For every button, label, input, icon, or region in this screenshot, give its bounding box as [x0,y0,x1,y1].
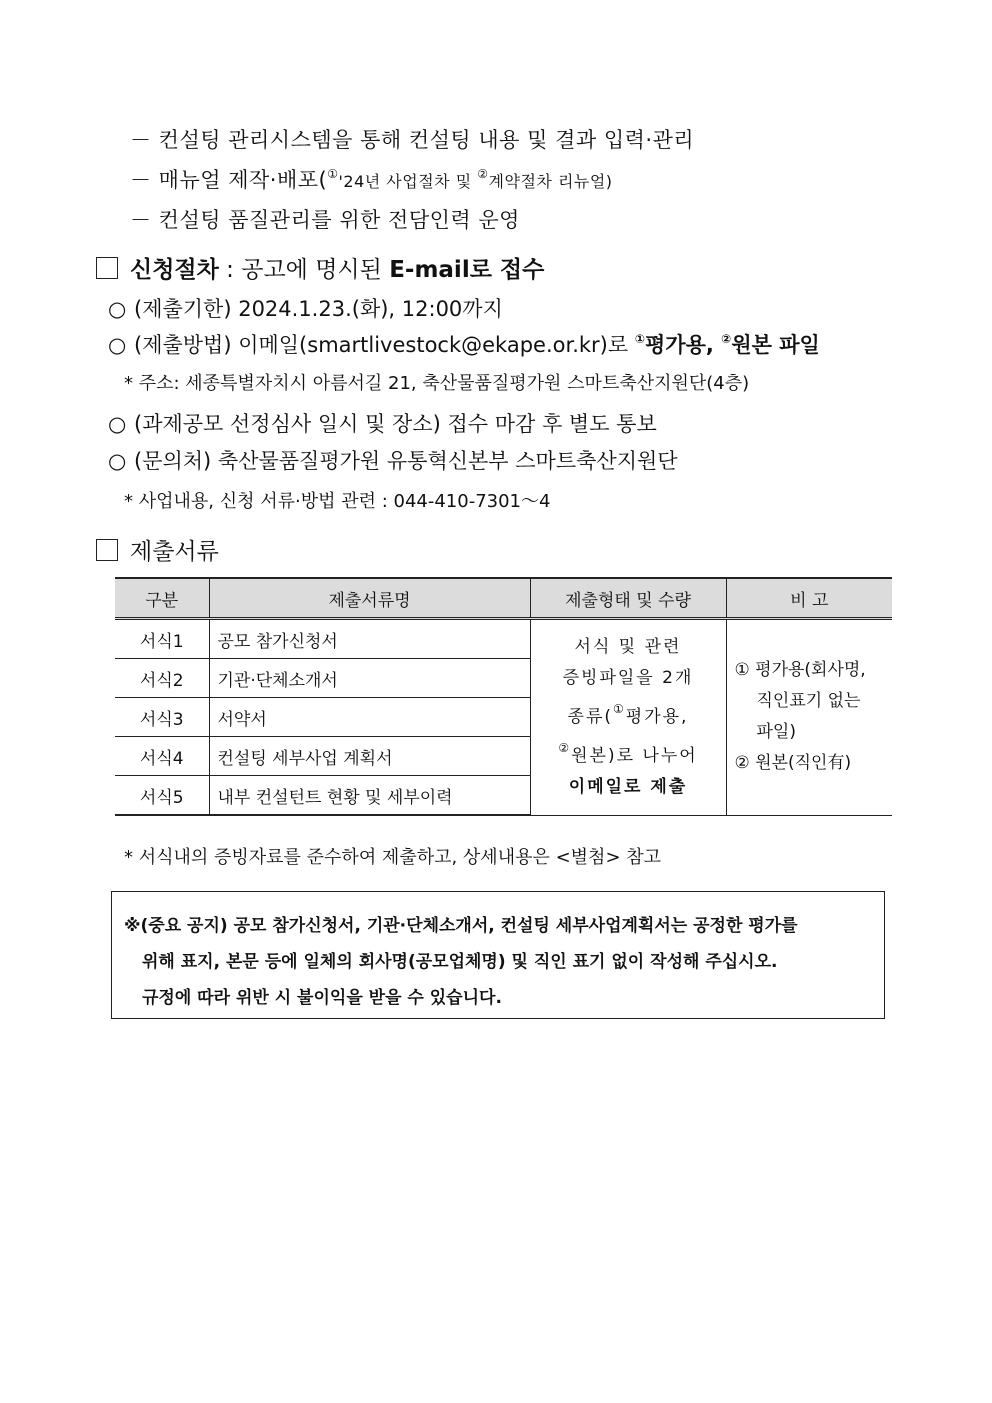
header-document-name: 제출서류명 [209,578,530,619]
item-bold-1: 평가용, [645,333,722,357]
notice-line: 위해 표지, 본문 등에 일체의 회사명(공모업체명) 및 직인 표기 없이 작성해 주십시오. [142,952,778,972]
row-doc-name: 컨설팅 세부사업 계획서 [209,737,530,776]
checkbox-square-icon [96,257,118,279]
circle-bullet-icon: ○ [108,333,127,357]
note-phone: * 사업내용, 신청 서류·방법 관련 : 044-410-7301～4 [124,491,551,512]
notice-line: ※(중요 공지) 공모 참가신청서, 기관·단체소개서, 컨설팅 세부사업계획서는 공정한 평가를 [124,916,798,936]
bullet-quality-staff: － 컨설팅 품질관리를 위한 전담인력 운영 [130,208,520,232]
table-footnote: * 서식내의 증빙자료를 준수하여 제출하고, 상세내용은 <별첨> 참고 [124,847,662,868]
remark-line: 파일) [756,722,796,743]
section-title: 제출서류 [130,539,219,565]
circled-two-marker: ② [477,167,489,181]
section-title: 신청절차 [130,257,219,283]
section-application-procedure [96,251,544,284]
row-code: 서식3 [115,698,209,737]
bullet-manual-pre: － 매뉴얼 제작·배포( [130,168,328,192]
row-code: 서식5 [115,776,209,816]
table-row [115,619,892,659]
circle-bullet-icon: ○ [108,297,127,321]
form-line-bold: 이메일로 제출 [568,776,688,797]
note-address: * 주소: 세종특별자치시 아름서길 21, 축산물품질평가원 스마트축산지원단(4층) [124,373,750,394]
remarks-cell [726,619,892,816]
item-contact [108,445,678,475]
bullet-manual-mid: '24년 사업절차 및 [338,172,478,191]
item-text: (문의처) 축산물품질평가원 유통혁신본부 스마트축산지원단 [134,449,678,473]
header-form-quantity: 제출형태 및 수량 [530,578,726,619]
circled-one-marker: ① [327,167,339,181]
bullet-manual [130,164,613,194]
header-remarks: 비 고 [726,578,892,619]
remark-line: ① 평가용(회사명, [734,660,866,681]
item-bold-2: 원본 파일 [731,333,820,357]
row-code: 서식2 [115,659,209,698]
circle-bullet-icon: ○ [108,449,127,473]
form-line: 종류(①평가용, [567,701,689,727]
header-category: 구분 [115,578,209,619]
item-text: (과제공모 선정심사 일시 및 장소) 접수 마감 후 별도 통보 [134,412,657,436]
row-doc-name: 서약서 [209,698,530,737]
row-code: 서식4 [115,737,209,776]
important-notice-box [111,891,885,1019]
form-line: 서식 및 관련 [574,636,682,657]
item-text: (제출기한) 2024.1.23.(화), 12:00까지 [134,297,503,321]
section-subtitle-bold: E-mail로 접수 [389,257,545,283]
circled-two-marker: ② [721,332,732,346]
row-doc-name: 공모 참가신청서 [209,619,530,659]
row-doc-name: 내부 컨설턴트 현황 및 세부이력 [209,776,530,816]
circled-one-marker: ① [634,332,645,346]
item-deadline [108,293,503,323]
remark-line: ② 원본(직인有) [734,753,852,774]
remark-line: 직인표기 없는 [756,691,861,712]
form-line: 증빙파일을 2개 [562,667,694,688]
bullet-manual-post: 계약절차 리뉴얼) [488,172,613,191]
table-header-row [115,578,892,619]
section-subtitle-pre: : 공고에 명시된 [218,257,390,283]
form-quantity-cell [530,619,726,816]
notice-line: 규정에 따라 위반 시 불이익을 받을 수 있습니다. [142,988,502,1008]
circled-two-marker: ② [558,740,572,755]
row-doc-name: 기관·단체소개서 [209,659,530,698]
circled-one-marker: ① [613,701,626,716]
bullet-consulting-system: － 컨설팅 관리시스템을 통해 컨설팅 내용 및 결과 입력·관리 [130,128,695,152]
item-review-schedule [108,408,657,438]
circle-bullet-icon: ○ [108,412,127,436]
checkbox-square-icon [96,539,118,561]
form-line: ②원본)로 나누어 [558,740,698,766]
row-code: 서식1 [115,619,209,659]
section-required-documents [96,533,219,566]
documents-table [115,577,892,816]
item-text: (제출방법) 이메일(smartlivestock@ekape.or.kr)로 [134,333,635,357]
item-submission-method [108,329,820,359]
